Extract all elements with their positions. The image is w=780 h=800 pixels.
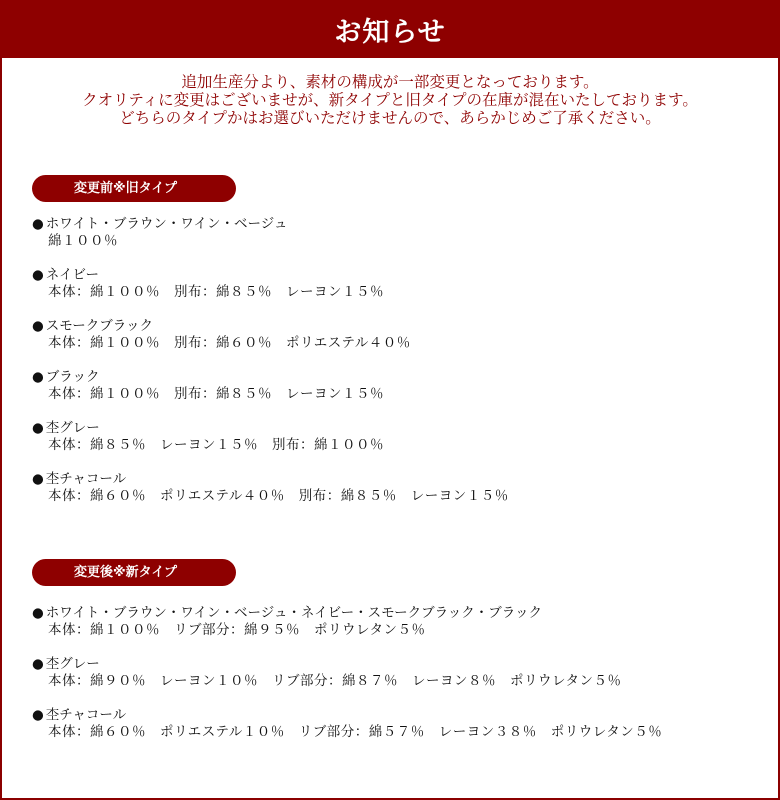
bullet-icon: ● <box>32 656 44 672</box>
bullet-icon: ● <box>32 605 44 621</box>
old-item-black <box>32 369 384 403</box>
new-item-heather-gray <box>32 656 621 690</box>
old-item-heather-charcoal <box>32 471 509 505</box>
new-item-heather-charcoal <box>32 707 662 741</box>
old-item-smoke-black <box>32 318 411 352</box>
header-bar <box>0 0 780 58</box>
item-composition: 綿１００％ <box>48 233 118 249</box>
item-name-line <box>32 318 411 335</box>
bullet-icon: ● <box>32 267 44 283</box>
item-name-line <box>32 267 384 284</box>
item-composition: 本体：綿１００％ 別布：綿８５％ レーヨン１５％ <box>48 386 384 402</box>
item-name-line <box>32 420 384 437</box>
notice-line: クオリティに変更はございませが、新タイプと旧タイプの在庫が混在いたしております。 <box>82 91 698 109</box>
notice-message <box>0 73 780 127</box>
new-item-solid-colors <box>32 605 542 639</box>
item-name: ブラック <box>45 369 100 385</box>
item-name: 杢チャコール <box>45 707 127 723</box>
bullet-icon: ● <box>32 369 44 385</box>
item-composition: 本体：綿８５％ レーヨン１５％ 別布：綿１００％ <box>48 437 384 453</box>
item-name-line <box>32 707 662 724</box>
page-title: お知らせ <box>334 16 446 48</box>
item-name: 杢グレー <box>45 420 100 436</box>
old-item-heather-gray <box>32 420 384 454</box>
item-name-line <box>32 471 509 488</box>
item-composition: 本体：綿１００％ 別布：綿８５％ レーヨン１５％ <box>48 284 384 300</box>
notice-line: 追加生産分より、素材の構成が一部変更となっております。 <box>181 73 599 91</box>
item-composition: 本体：綿１００％ リブ部分：綿９５％ ポリウレタン５％ <box>48 622 426 638</box>
notice-line: どちらのタイプかはお選びいただけませんので、あらかじめご了承ください。 <box>119 109 661 127</box>
item-name: 杢チャコール <box>45 471 127 487</box>
item-name: スモークブラック <box>45 318 153 334</box>
item-name-line <box>32 216 287 233</box>
item-composition: 本体：綿１００％ 別布：綿６０％ ポリエステル４０％ <box>48 335 411 351</box>
item-name-line <box>32 369 384 386</box>
old-item-white-brown-wine-beige <box>32 216 287 250</box>
bullet-icon: ● <box>32 216 44 232</box>
old-item-navy <box>32 267 384 301</box>
bullet-icon: ● <box>32 420 44 436</box>
item-name: ホワイト・ブラウン・ワイン・ベージュ・ネイビー・スモークブラック・ブラック <box>45 605 543 621</box>
bullet-icon: ● <box>32 318 44 334</box>
item-name: ホワイト・ブラウン・ワイン・ベージュ <box>45 216 288 232</box>
new-type-label: 変更後※新タイプ <box>32 559 236 586</box>
item-composition: 本体：綿６０％ ポリエステル１０％ リブ部分：綿５７％ レーヨン３８％ ポリウレタン５％ <box>48 724 663 740</box>
old-type-label: 変更前※旧タイプ <box>32 175 236 202</box>
item-composition: 本体：綿６０％ ポリエステル４０％ 別布：綿８５％ レーヨン１５％ <box>48 488 509 504</box>
item-composition: 本体：綿９０％ レーヨン１０％ リブ部分：綿８７％ レーヨン８％ ポリウレタン５％ <box>48 673 622 689</box>
bullet-icon: ● <box>32 471 44 487</box>
item-name-line <box>32 656 621 673</box>
item-name: ネイビー <box>45 267 99 283</box>
item-name: 杢グレー <box>45 656 100 672</box>
bullet-icon: ● <box>32 707 44 723</box>
item-name-line <box>32 605 542 622</box>
